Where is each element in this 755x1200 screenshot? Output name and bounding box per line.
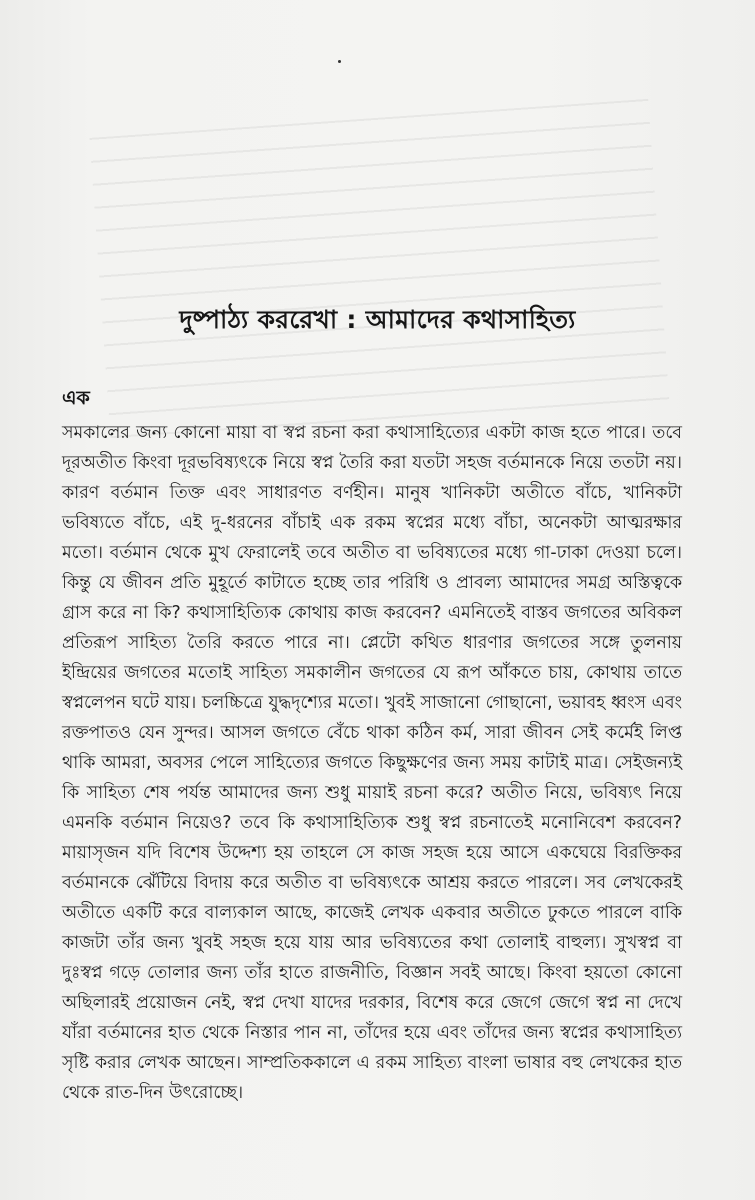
chapter-title: দুষ্পাঠ্য কররেখা : আমাদের কথাসাহিত্য	[179, 305, 576, 334]
show-through-text	[90, 99, 671, 457]
ink-speck	[338, 60, 341, 63]
section-heading: এক	[62, 387, 90, 409]
body-paragraph: সমকালের জন্য কোনো মায়া বা স্বপ্ন রচনা করা কথাসাহিত্যের একটা কাজ হতে পারে। তবে দূরঅতীত কিংবা দূরভবিষ্যৎকে নিয়ে স্বপ্ন তৈরি করা যতটা সহজ বর্তমানকে নিয়ে ততটা নয়। কারণ বর্তমান তিক্ত এবং সাধারণত বর্ণহীন। মানুষ খানিকটা অতীতে বাঁচে, খানিকটা ভবিষ্যতে বাঁচে, এই দু-ধরনের বাঁচাই এক রকম স্বপ্নের মধ্যে বাঁচা, অনেকটা আত্মরক্ষার মতো। বর্তমান থেকে মুখ ফেরালেই তবে অতীত বা ভবিষ্যতের মধ্যে গা-ঢাকা দেওয়া চলে। কিন্তু যে জীবন প্রতি মুহূর্তে কাটাতে হচ্ছে তার পরিধি ও প্রাবল্য আমাদের সমগ্র অস্তিত্বকে গ্রাস করে না কি? কথাসাহিত্যিক কোথায় কাজ করবেন? এমনিতেই বাস্তব জগতের অবিকল প্রতিরূপ সাহিত্য তৈরি করতে পারে না। প্লেটো কথিত ধারণার জগতের সঙ্গে তুলনায় ইন্দ্রিয়ের জগতের মতোই সাহিত্য সমকালীন জগতের যে রূপ আঁকতে চায়, কোথায় তাতে স্বপ্নলেপন ঘটে যায়। চলচ্চিত্রে যুদ্ধদৃশ্যের মতো। খুবই সাজানো গোছানো, ভয়াবহ ধ্বংস এবং রক্তপাতও যেন সুন্দর। আসল জগতে বেঁচে থাকা কঠিন কর্ম, সারা জীবন সেই কর্মেই লিপ্ত থাকি আমরা, অবসর পেলে সাহিত্যের জগতে কিছুক্ষণের জন্য সময় কাটাই মাত্র। সেইজন্যই কি সাহিত্য শেষ পর্যন্ত আমাদের জন্য শুধু মায়াই রচনা করে? অতীত নিয়ে, ভবিষ্যৎ নিয়ে এমনকি বর্তমান নিয়েও? তবে কি কথাসাহিত্যিক শুধু স্বপ্ন রচনাতেই মনোনিবেশ করবেন? মায়াসৃজন যদি বিশেষ উদ্দেশ্য হয় তাহলে সে কাজ সহজ হয়ে আসে একঘেয়ে বিরক্তিকর বর্তমানকে ঝেঁটিয়ে বিদায় করে অতীত বা ভবিষ্যৎকে আশ্রয় করতে পারলে। সব লেখকেরই অতীতে একটি করে বাল্যকাল আছে, কাজেই লেখক একবার অতীতে ঢুকতে পারলে বাকি কাজটা তাঁর জন্য খুবই সহজ হয়ে যায় আর ভবিষ্যতের কথা তোলাই বাহুল্য। সুখস্বপ্ন বা দুঃস্বপ্ন গড়ে তোলার জন্য তাঁর হাতে রাজনীতি, বিজ্ঞান সবই আছে। কিংবা হয়তো কোনো অছিলারই প্রয়োজন নেই, স্বপ্ন দেখা যাদের দরকার, বিশেষ করে জেগে জেগে স্বপ্ন না দেখে যাঁরা বর্তমানের হাত থেকে নিস্তার পান না, তাঁদের হয়ে এবং তাঁদের জন্য স্বপ্নের কথাসাহিত্য সৃষ্টি করার লেখক আছেন। সাম্প্রতিককালে এ রকম সাহিত্য বাংলা ভাষার বহু লেখকের হাত থেকে রাত-দিন উৎরোচ্ছে।	[62, 423, 682, 1103]
